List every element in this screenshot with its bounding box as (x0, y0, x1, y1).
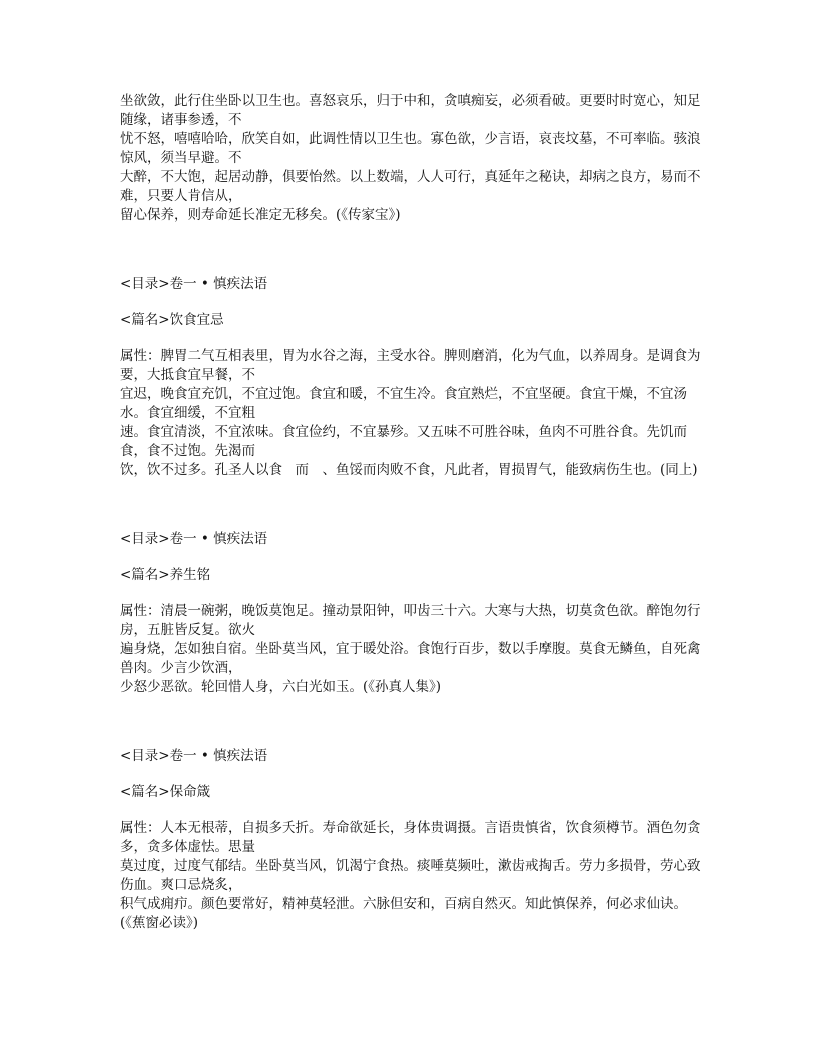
catalog-heading: <目录>卷一 • 慎疾法语 (120, 748, 268, 764)
text-line: 大醉，不大饱，起居动静，俱要怡然。以上数端，人人可行，真延年之秘诀，却病之良方，易而不难，只要人肯信从， (120, 169, 701, 204)
section-health-inscription (120, 530, 702, 697)
text-line: 属性：清晨一碗粥，晚饭莫饱足。撞动景阳钟，叩齿三十六。大寒与大热，切莫贪色欲。醉饱勿行房，五脏皆反复。欲火 (120, 603, 701, 638)
text-line: 少怒少恶欲。轮回惜人身，六白光如玉。(《孙真人集》) (120, 679, 442, 695)
chapter-title: <篇名>养生铭 (120, 567, 211, 583)
text-line: 属性：脾胃二气互相表里，胃为水谷之海，主受水谷。脾则磨消，化为气血，以养周身。是调食为要，大抵食宜早餐，不 (120, 348, 701, 383)
text-line: 属性：人本无根蒂，自损多夭折。寿命欲延长，身体贵调摄。言语贵慎省，饮食须樽节。酒色勿贪多，贪多体虚怯。思量 (120, 820, 701, 855)
section-diet (120, 275, 702, 480)
section-paragraph (120, 819, 702, 933)
section-paragraph (120, 347, 702, 480)
section-paragraph (120, 602, 702, 697)
intro-paragraph (120, 92, 702, 225)
chapter-title: <篇名>饮食宜忌 (120, 312, 224, 328)
catalog-heading: <目录>卷一 • 慎疾法语 (120, 531, 268, 547)
text-line: 饮，饮不过多。孔圣人以食 而 、鱼馁而肉败不食，凡此者，胃损胃气，能致病伤生也。(同上) (120, 462, 698, 478)
text-line: 忧不怒，嘻嘻哈哈，欣笑自如，此调性情以卫生也。寡色欲，少言语，哀丧坟墓，不可率临。骇浪惊风，须当早避。不 (120, 131, 701, 166)
text-line: 积气成痈疖。颜色要常好，精神莫轻泄。六脉但安和，百病自然灭。知此慎保养，何必求仙诀。(《蕉窗必读》) (120, 896, 687, 931)
text-line: 宜迟，晚食宜充饥，不宜过饱。食宜和暖，不宜生冷。食宜熟烂，不宜坚硬。食宜干燥，不宜汤水。食宜细缓，不宜粗 (120, 386, 687, 421)
text-line: 遍身烧，怎如独自宿。坐卧莫当风，宜于暖处浴。食饱行百步，数以手摩腹。莫食无鳞鱼，自死禽兽肉。少言少饮酒， (120, 641, 701, 676)
section-life-preservation (120, 747, 702, 933)
catalog-heading: <目录>卷一 • 慎疾法语 (120, 276, 268, 292)
document-page (120, 92, 702, 933)
text-line: 留心保养，则寿命延长准定无移矣。(《传家宝》) (120, 207, 401, 223)
text-line: 速。食宜清淡，不宜浓味。食宜俭约，不宜暴殄。又五味不可胜谷味，鱼肉不可胜谷食。先饥而食，食不过饱。先渴而 (120, 424, 687, 459)
text-line: 坐欲敛，此行住坐卧以卫生也。喜怒哀乐，归于中和，贪嗔痴妄，必须看破。更要时时宽心，知足随缘，诸事参透，不 (120, 93, 701, 128)
chapter-title: <篇名>保命箴 (120, 784, 211, 800)
text-line: 莫过度，过度气郁结。坐卧莫当风，饥渴宁食热。痰唾莫频吐，漱齿戒掏舌。劳力多损骨，劳心致伤血。爽口忌烧炙， (120, 858, 701, 893)
